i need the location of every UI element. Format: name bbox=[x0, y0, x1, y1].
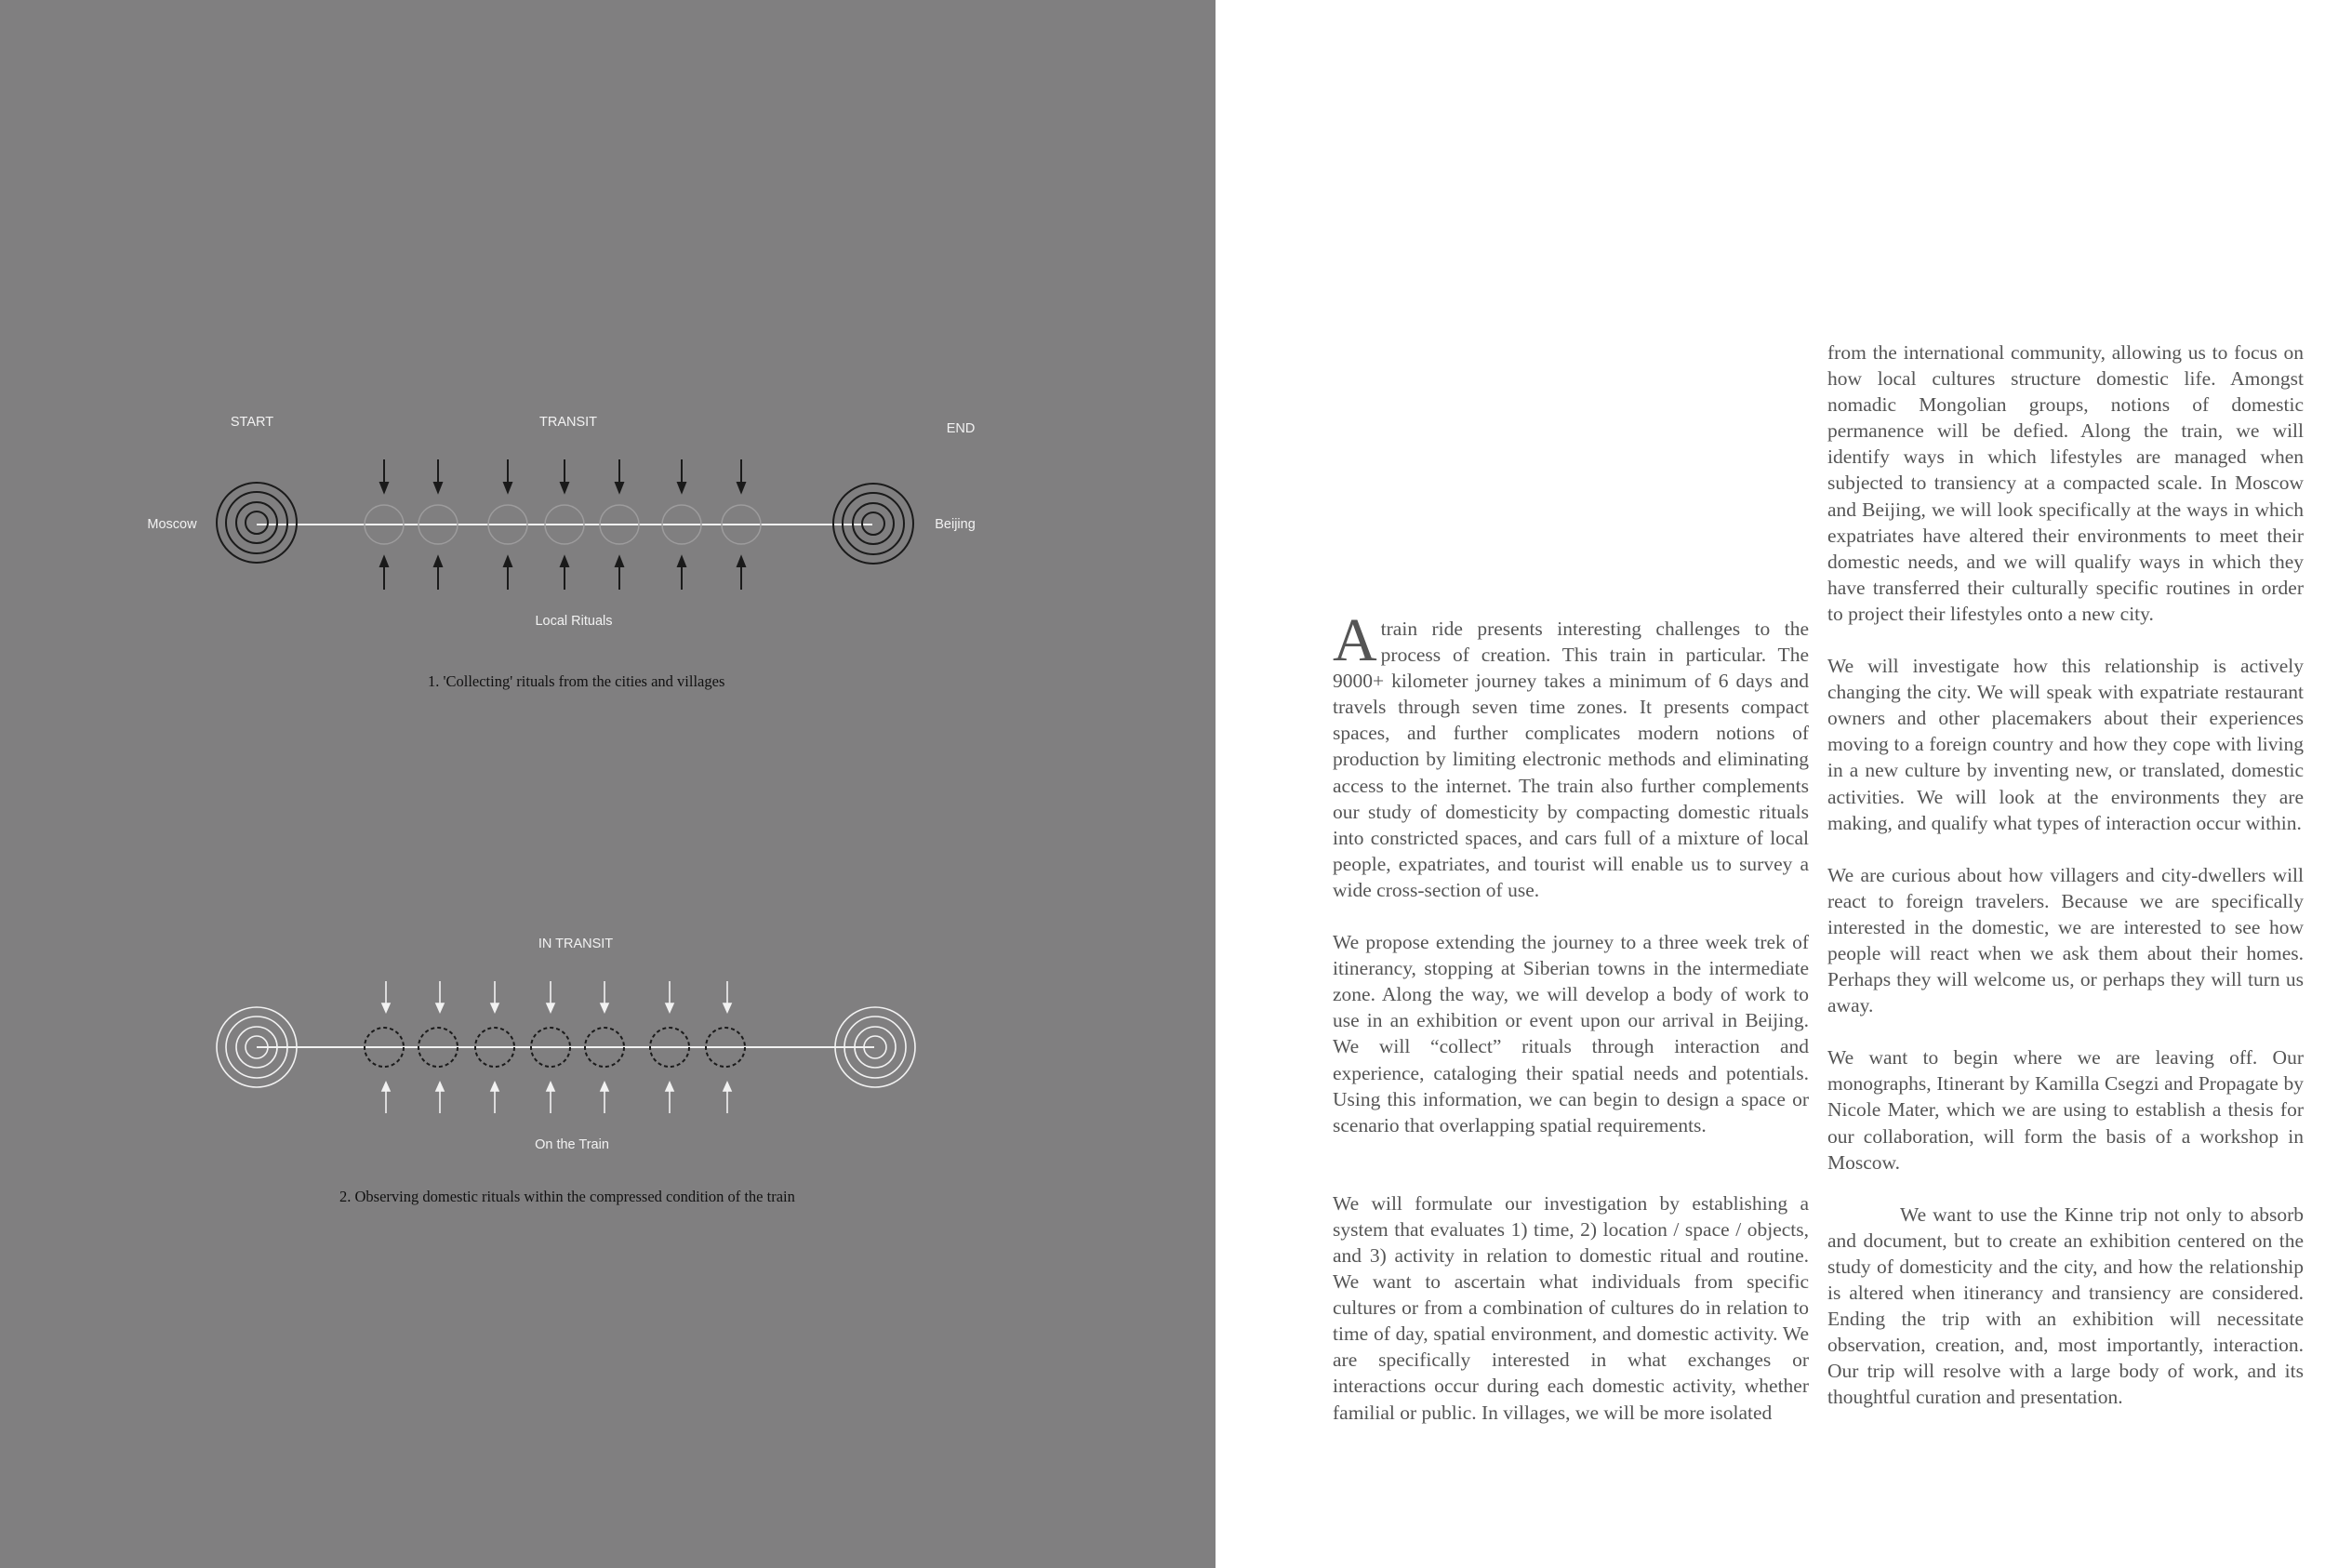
text-column-left bbox=[1333, 606, 1809, 1426]
up-arrow-icon bbox=[436, 1083, 444, 1113]
moscow-target-icon bbox=[217, 483, 297, 563]
drop-cap: A bbox=[1333, 606, 1377, 674]
down-arrow-icon bbox=[504, 459, 512, 492]
diagram-2-caption: 2. Observing domestic rituals within the compressed condition of the train bbox=[339, 1188, 795, 1205]
diagram-1-caption: 1. 'Collecting' rituals from the cities and villages bbox=[428, 672, 725, 690]
down-arrow-icon bbox=[436, 981, 444, 1012]
down-arrow-icon bbox=[737, 459, 745, 492]
origin-city-label: Moscow bbox=[147, 517, 197, 532]
on-the-train-label: On the Train bbox=[535, 1137, 609, 1152]
paragraph-intro bbox=[1333, 606, 1809, 903]
down-arrow-icon bbox=[561, 459, 568, 492]
up-arrow-icon bbox=[504, 557, 512, 590]
paragraph-villagers: We are curious about how villagers and city-dwellers will react to foreign travelers. Because we are specifically interested in the domestic, we are interested to see how people will react when we ask them about their homes. Perhaps they will welcome us, or perhaps they will turn us away. bbox=[1827, 863, 2304, 1017]
up-arrow-icon bbox=[380, 557, 388, 590]
up-arrow-icon bbox=[616, 557, 623, 590]
end-label: END bbox=[946, 421, 976, 436]
down-arrow-icon bbox=[491, 981, 498, 1012]
paragraph-city: We will investigate how this relationship is actively changing the city. We will speak with expatriate restaurant owners and other placemakers about their experiences moving to a foreign country and how they cope with living in a new culture by inventing new, or translated, domestic activities. We will look at the environments they are making, and qualify what types of interaction occur within. bbox=[1827, 655, 2304, 834]
down-arrow-icon bbox=[666, 981, 673, 1012]
down-arrow-icon bbox=[678, 459, 685, 492]
start-label: START bbox=[230, 415, 274, 430]
transit-label: TRANSIT bbox=[538, 415, 598, 430]
up-arrow-icon bbox=[724, 1083, 731, 1113]
down-arrows bbox=[380, 459, 745, 492]
text-column-right bbox=[1827, 339, 2304, 1410]
up-arrow-icon bbox=[601, 1083, 608, 1113]
up-arrow-icon bbox=[382, 1083, 390, 1113]
diagram-2 bbox=[217, 937, 915, 1152]
up-arrow-icon bbox=[737, 557, 745, 590]
up-arrow-icon bbox=[547, 1083, 554, 1113]
up-arrow-icon bbox=[561, 557, 568, 590]
up-arrow-icon bbox=[434, 557, 442, 590]
down-arrow-icon bbox=[380, 459, 388, 492]
paragraph-proposal: We propose extending the journey to a three week trek of itinerancy, stopping at Siberian towns in the intermediate zone. Along the way, we will develop a body of work to use in an exhibition or event upon our arrival in Beijing. We will “collect” rituals through interaction and experience, cataloging their spatial needs and potentials. Using this information, we can begin to design a space or scenario that overlapping spatial requirements. bbox=[1333, 931, 1809, 1136]
paragraph-communities: from the international community, allowing us to focus on how local cultures structure domestic life. Amongst nomadic Mongolian groups, notions of domestic permanence will be defied. Along the train, we will identify ways in which lifestyles are managed when subjected to transiency at a compacted scale. In Moscow and Beijing, we will look specifically at the ways in which expatriates have altered their environments to meet their domestic needs, and we will qualify ways in which they have transferred their culturally specific routines in order to project their lifestyles onto a new city. bbox=[1827, 341, 2304, 625]
down-arrow-icon bbox=[724, 981, 731, 1012]
down-arrow-icon bbox=[382, 981, 390, 1012]
up-arrows bbox=[380, 557, 745, 590]
down-arrows bbox=[382, 981, 731, 1012]
up-arrow-icon bbox=[666, 1083, 673, 1113]
up-arrow-icon bbox=[678, 557, 685, 590]
up-arrows bbox=[382, 1083, 731, 1113]
up-arrow-icon bbox=[491, 1083, 498, 1113]
paragraph-exhibition: We want to use the Kinne trip not only to absorb and document, but to create an exhibition centered on the study of domesticity and the city, and how the relationship is altered when itinerancy and transiency are considered. Ending the trip with an exhibition will necessitate observation, creation, and, most importantly, interaction. Our trip will resolve with a large body of work, and its thoughtful curation and presentation. bbox=[1827, 1203, 2304, 1409]
down-arrow-icon bbox=[547, 981, 554, 1012]
paragraph-method: We will formulate our investigation by establishing a system that evaluates 1) time, 2) location / space / objects, and 3) activity in relation to domestic ritual and routine. We want to ascertain what individuals from specific cultures or from a combination of cultures do in relation to time of day, spatial environment, and domestic activity. We are specifically interested in what exchanges or interactions occur during each domestic activity, whether familial or public. In villages, we will be more isolated bbox=[1333, 1191, 1809, 1424]
destination-city-label: Beijing bbox=[935, 517, 976, 532]
down-arrow-icon bbox=[434, 459, 442, 492]
local-rituals-label: Local Rituals bbox=[535, 614, 613, 629]
down-arrow-icon bbox=[601, 981, 608, 1012]
in-transit-label: IN TRANSIT bbox=[538, 937, 614, 951]
paragraph-intro-text: train ride presents interesting challenges to the process of creation. This train in particular. The 9000+ kilometer journey takes a minimum of 6 days and travels through seven time zones. It presents compact spaces, and further complicates modern notions of production by limiting electronic methods and eliminating access to the internet. The train also further complements our study of domesticity by compacting domestic rituals into constricted spaces, and cars full of a mixture of local people, expatriates, and tourist will enable us to survey a wide cross-section of use. bbox=[1333, 618, 1809, 901]
paragraph-monographs: We want to begin where we are leaving off. Our monographs, Itinerant by Kamilla Csegzi and Propagate by Nicole Mater, which we are using to establish a thesis for our collaboration, will form the basis of a workshop in Moscow. bbox=[1827, 1046, 2304, 1174]
down-arrow-icon bbox=[616, 459, 623, 492]
diagram-1 bbox=[147, 415, 975, 629]
